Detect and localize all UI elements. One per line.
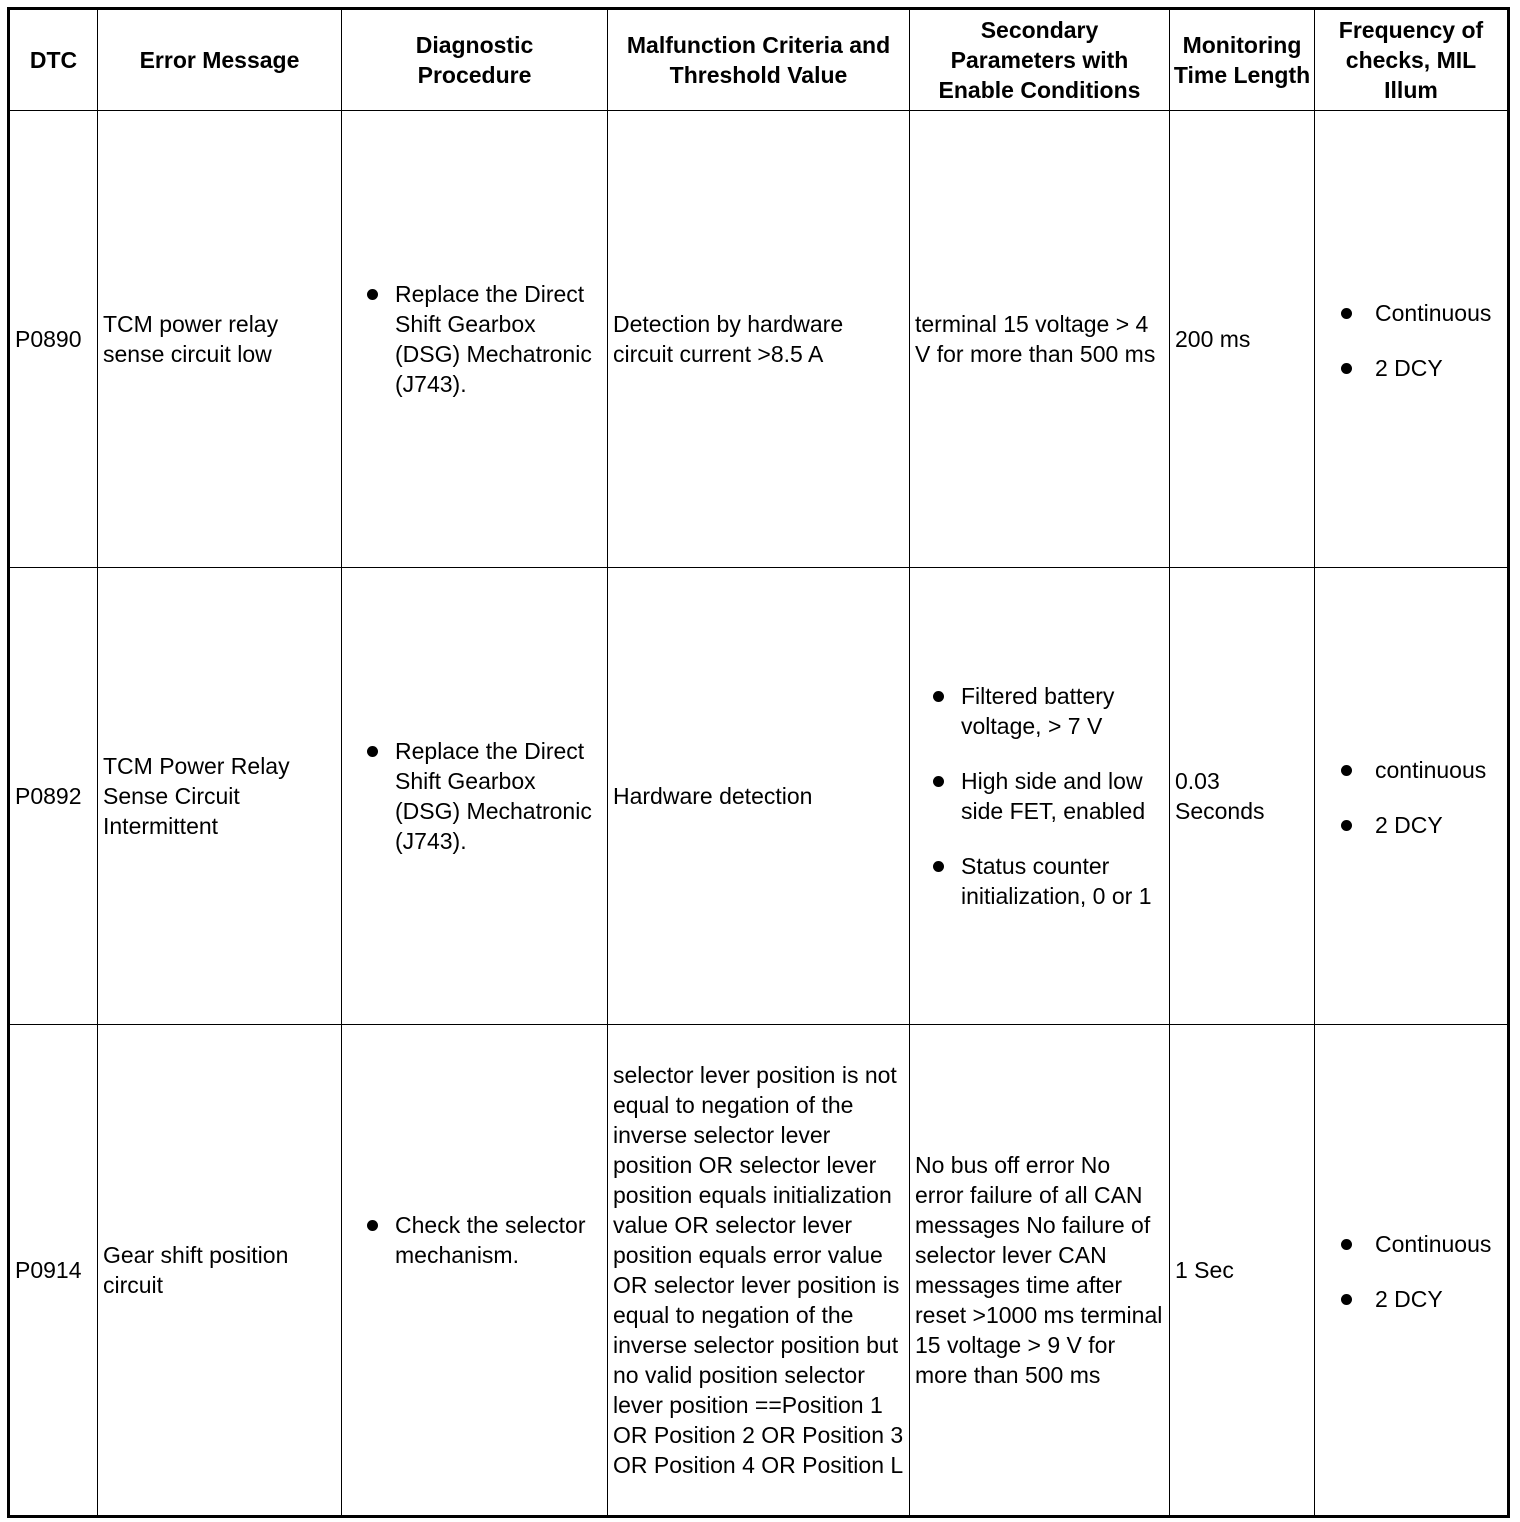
table-row <box>9 111 1509 568</box>
frequency <box>1315 111 1509 568</box>
dtc-code: P0914 <box>9 1025 98 1517</box>
malfunction-criteria: Hardware detection <box>608 568 910 1025</box>
procedure-item: Check the selector mechanism. <box>367 1210 602 1270</box>
error-message: TCM Power Relay Sense Circuit Intermittent <box>98 568 342 1025</box>
frequency-item: continuous <box>1341 755 1502 785</box>
header-malfunction-criteria: Malfunction Criteria and Threshold Value <box>608 9 910 111</box>
secondary-item: Filtered battery voltage, > 7 V <box>933 681 1164 741</box>
header-secondary-parameters: Secondary Parameters with Enable Conditions <box>910 9 1170 111</box>
error-message: TCM power relay sense circuit low <box>98 111 342 568</box>
header-diagnostic-procedure: Diagnostic Procedure <box>342 9 608 111</box>
dtc-code: P0892 <box>9 568 98 1025</box>
table-row <box>9 568 1509 1025</box>
header-monitoring-time: Monitoring Time Length <box>1170 9 1315 111</box>
secondary-item: High side and low side FET, enabled <box>933 766 1164 826</box>
diagnostic-procedure <box>342 568 608 1025</box>
frequency <box>1315 568 1509 1025</box>
header-dtc: DTC <box>9 9 98 111</box>
monitoring-time: 1 Sec <box>1170 1025 1315 1517</box>
frequency-item: 2 DCY <box>1341 810 1502 840</box>
secondary-parameters: terminal 15 voltage > 4 V for more than 500 ms <box>910 111 1170 568</box>
procedure-list <box>367 279 602 399</box>
frequency-list <box>1341 1227 1502 1314</box>
monitoring-time: 200 ms <box>1170 111 1315 568</box>
frequency-item: Continuous <box>1341 298 1502 328</box>
header-error-message: Error Message <box>98 9 342 111</box>
monitoring-time: 0.03 Seconds <box>1170 568 1315 1025</box>
diagnostic-procedure <box>342 111 608 568</box>
secondary-item: Status counter initialization, 0 or 1 <box>933 851 1164 911</box>
procedure-item: Replace the Direct Shift Gearbox (DSG) Mechatronic (J743). <box>367 736 602 856</box>
secondary-parameters <box>910 568 1170 1025</box>
error-message: Gear shift position circuit <box>98 1025 342 1517</box>
dtc-code: P0890 <box>9 111 98 568</box>
procedure-list <box>367 736 602 856</box>
frequency-list <box>1341 296 1502 383</box>
frequency <box>1315 1025 1509 1517</box>
frequency-item: 2 DCY <box>1341 353 1502 383</box>
secondary-parameters: No bus off error No error failure of all CAN messages No failure of selector lever CAN messages time after reset >1000 ms terminal 15 voltage > 9 V for more than 500 ms <box>910 1025 1170 1517</box>
header-frequency: Frequency of checks, MIL Illum <box>1315 9 1509 111</box>
header-row <box>9 9 1509 111</box>
malfunction-criteria: Detection by hardware circuit current >8.5 A <box>608 111 910 568</box>
secondary-list <box>933 681 1164 911</box>
table-row <box>9 1025 1509 1517</box>
dtc-table <box>7 7 1510 1518</box>
frequency-item: Continuous <box>1341 1229 1502 1259</box>
frequency-list <box>1341 753 1502 840</box>
procedure-item: Replace the Direct Shift Gearbox (DSG) Mechatronic (J743). <box>367 279 602 399</box>
procedure-list <box>367 1210 602 1270</box>
diagnostic-procedure <box>342 1025 608 1517</box>
malfunction-criteria: selector lever position is not equal to negation of the inverse selector lever position OR selector lever position equals initialization value OR selector lever position equals error value OR selector lever position is equal to negation of the inverse selector position but no valid position selector lever position ==Position 1 OR Position 2 OR Position 3 OR Position 4 OR Position L <box>608 1025 910 1517</box>
frequency-item: 2 DCY <box>1341 1284 1502 1314</box>
